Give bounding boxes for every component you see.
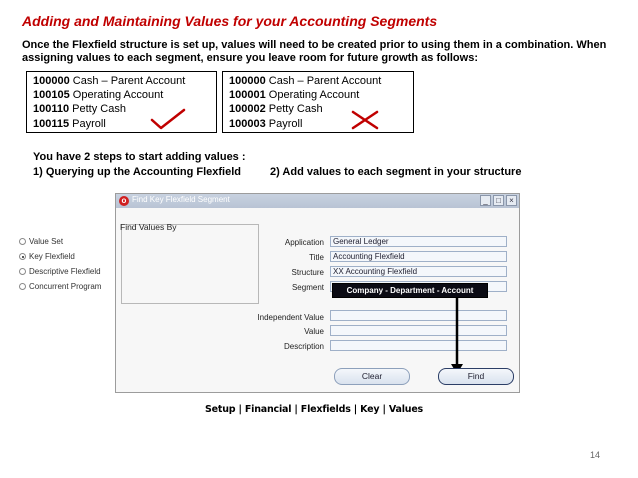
application-label: Application [284, 238, 324, 247]
find-values-by-group [121, 224, 259, 304]
account-row: 100002 Petty Cash [229, 103, 323, 116]
title-field[interactable]: Accounting Flexfield [330, 251, 507, 262]
bad-numbering-example [222, 71, 414, 133]
page-number: 14 [590, 450, 601, 460]
step-1: 1) Querying up the Accounting Flexfield [33, 166, 241, 178]
account-row: 100115 Payroll [33, 117, 106, 130]
value-field[interactable] [330, 325, 507, 336]
radio-button-selected[interactable] [19, 253, 26, 260]
segment-label: Segment [291, 283, 324, 292]
close-icon[interactable]: × [506, 195, 517, 206]
radio-button[interactable] [19, 283, 26, 290]
radio-value-set[interactable]: Value Set [19, 237, 63, 246]
radio-descriptive-flexfield[interactable]: Descriptive Flexfield [19, 267, 101, 276]
account-row: 100003 Payroll [229, 117, 303, 130]
clear-button[interactable]: Clear [334, 368, 410, 385]
arrow-down-icon [440, 296, 480, 376]
window-title: Find Key Flexfield Segment [132, 195, 230, 204]
independent-value-label: Independent Value [257, 313, 324, 322]
account-row: 100000 Cash – Parent Account [229, 75, 382, 87]
minimize-icon[interactable]: _ [480, 195, 491, 206]
independent-value-field[interactable] [330, 310, 507, 321]
radio-concurrent-program[interactable]: Concurrent Program [19, 282, 101, 291]
radio-button[interactable] [19, 268, 26, 275]
find-button[interactable]: Find [438, 368, 514, 385]
step-2: 2) Add values to each segment in your structure [270, 166, 522, 178]
window-titlebar [116, 194, 519, 208]
good-numbering-example [26, 71, 217, 133]
account-row: 100110 Petty Cash [33, 103, 126, 116]
application-field[interactable]: General Ledger [330, 236, 507, 247]
description-label: Description [283, 342, 324, 351]
navigation-path: Setup | Financial | Flexfields | Key | Values [205, 404, 424, 415]
structure-label: Structure [291, 268, 324, 277]
intro-text: Once the Flexfield structure is set up, values will need to be created prior to using them in a combination. When assigning values to each segment, ensure you leave room for future growth as follows: [22, 39, 607, 64]
account-row: 100000 Cash – Parent Account [33, 75, 186, 87]
radio-button[interactable] [19, 238, 26, 245]
structure-field[interactable]: XX Accounting Flexfield [330, 266, 507, 277]
segment-callout: Company - Department - Account [332, 283, 488, 298]
maximize-icon[interactable]: □ [493, 195, 504, 206]
description-field[interactable] [330, 340, 507, 351]
steps-heading: You have 2 steps to start adding values : [33, 151, 246, 163]
value-label: Value [304, 327, 324, 336]
cross-icon [350, 109, 380, 131]
radio-key-flexfield[interactable]: Key Flexfield [19, 252, 75, 261]
title-label: Title [309, 253, 324, 262]
find-values-by-label: Find Values By [120, 222, 177, 232]
oracle-app-icon: o [119, 196, 129, 206]
checkmark-icon [150, 107, 186, 131]
account-row: 100105 Operating Account [33, 89, 164, 102]
account-row: 100001 Operating Account [229, 89, 360, 102]
slide-title: Adding and Maintaining Values for your Accounting Segments [22, 13, 438, 29]
